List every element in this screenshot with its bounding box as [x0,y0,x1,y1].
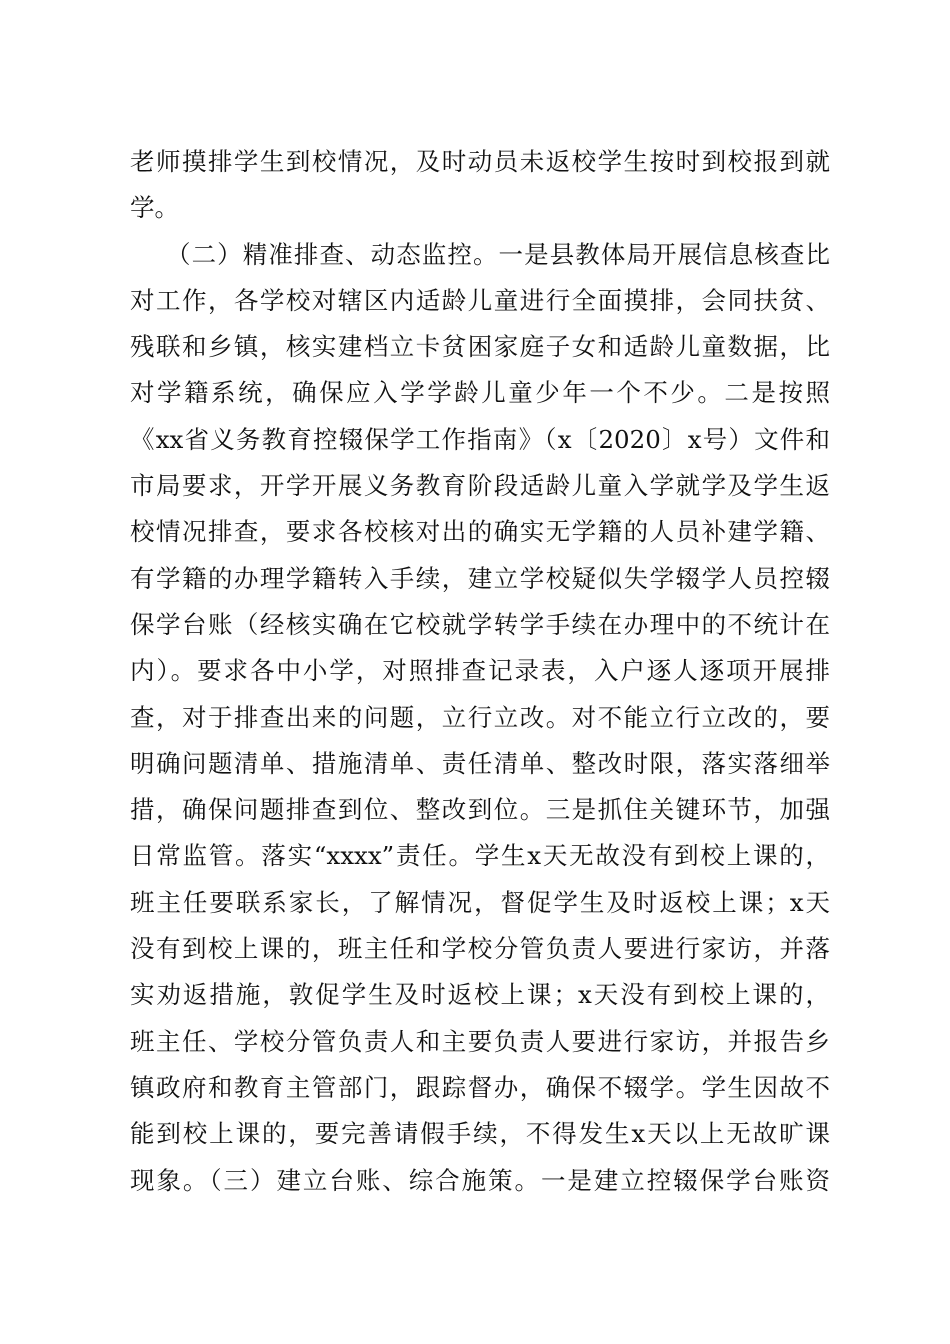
text-line: （二）精准排查、动态监控。一是县教体局开展信息核查比 [166,239,830,269]
text-line: 班主任、学校分管负责人和主要负责人要进行家访，并报告乡 [130,1026,830,1056]
text-line: 有学籍的办理学籍转入手续，建立学校疑似失学辍学人员控辍 [130,563,830,593]
text-line: 查，对于排查出来的问题，立行立改。对不能立行立改的，要 [130,702,830,732]
text-line: 残联和乡镇，核实建档立卡贫困家庭子女和适龄儿童数据，比 [130,332,830,362]
text-line: 对学籍系统，确保应入学学龄儿童少年一个不少。二是按照 [130,378,830,408]
text-line: 学。 [130,193,179,223]
text-line: 实劝返措施，敦促学生及时返校上课；x天没有到校上课的， [130,980,830,1010]
text-line: 没有到校上课的，班主任和学校分管负责人要进行家访，并落 [130,934,830,964]
text-line: 能到校上课的，要完善请假手续，不得发生x天以上无故旷课 [130,1119,830,1149]
text-line: 现象。（三）建立台账、综合施策。一是建立控辍保学台账资 [130,1165,830,1195]
text-line: 老师摸排学生到校情况，及时动员未返校学生按时到校报到就 [130,147,830,176]
text-line: 班主任要联系家长，了解情况，督促学生及时返校上课；x天 [130,887,830,917]
text-line: 内）。要求各中小学，对照排查记录表，入户逐人逐项开展排 [130,656,830,686]
text-line: 校情况排查，要求各校核对出的确实无学籍的人员补建学籍、 [130,517,830,547]
text-line: 对工作，各学校对辖区内适龄儿童进行全面摸排，会同扶贫、 [130,285,830,315]
text-line: 明确问题清单、措施清单、责任清单、整改时限，落实落细举 [130,748,830,778]
text-line: 措，确保问题排查到位、整改到位。三是抓住关键环节，加强 [130,795,830,825]
text-line: 保学台账（经核实确在它校就学转学手续在办理中的不统计在 [130,609,830,639]
body-text [130,139,830,1204]
text-line: 市局要求，开学开展义务教育阶段适龄儿童入学就学及学生返 [130,471,830,501]
text-line: 镇政府和教育主管部门，跟踪督办，确保不辍学。学生因故不 [130,1072,830,1102]
text-line: 日常监管。落实“xxxx”责任。学生x天无故没有到校上课的， [130,841,830,871]
text-line: 《xx省义务教育控辍保学工作指南》（x〔2020〕x号）文件和 [130,424,830,454]
